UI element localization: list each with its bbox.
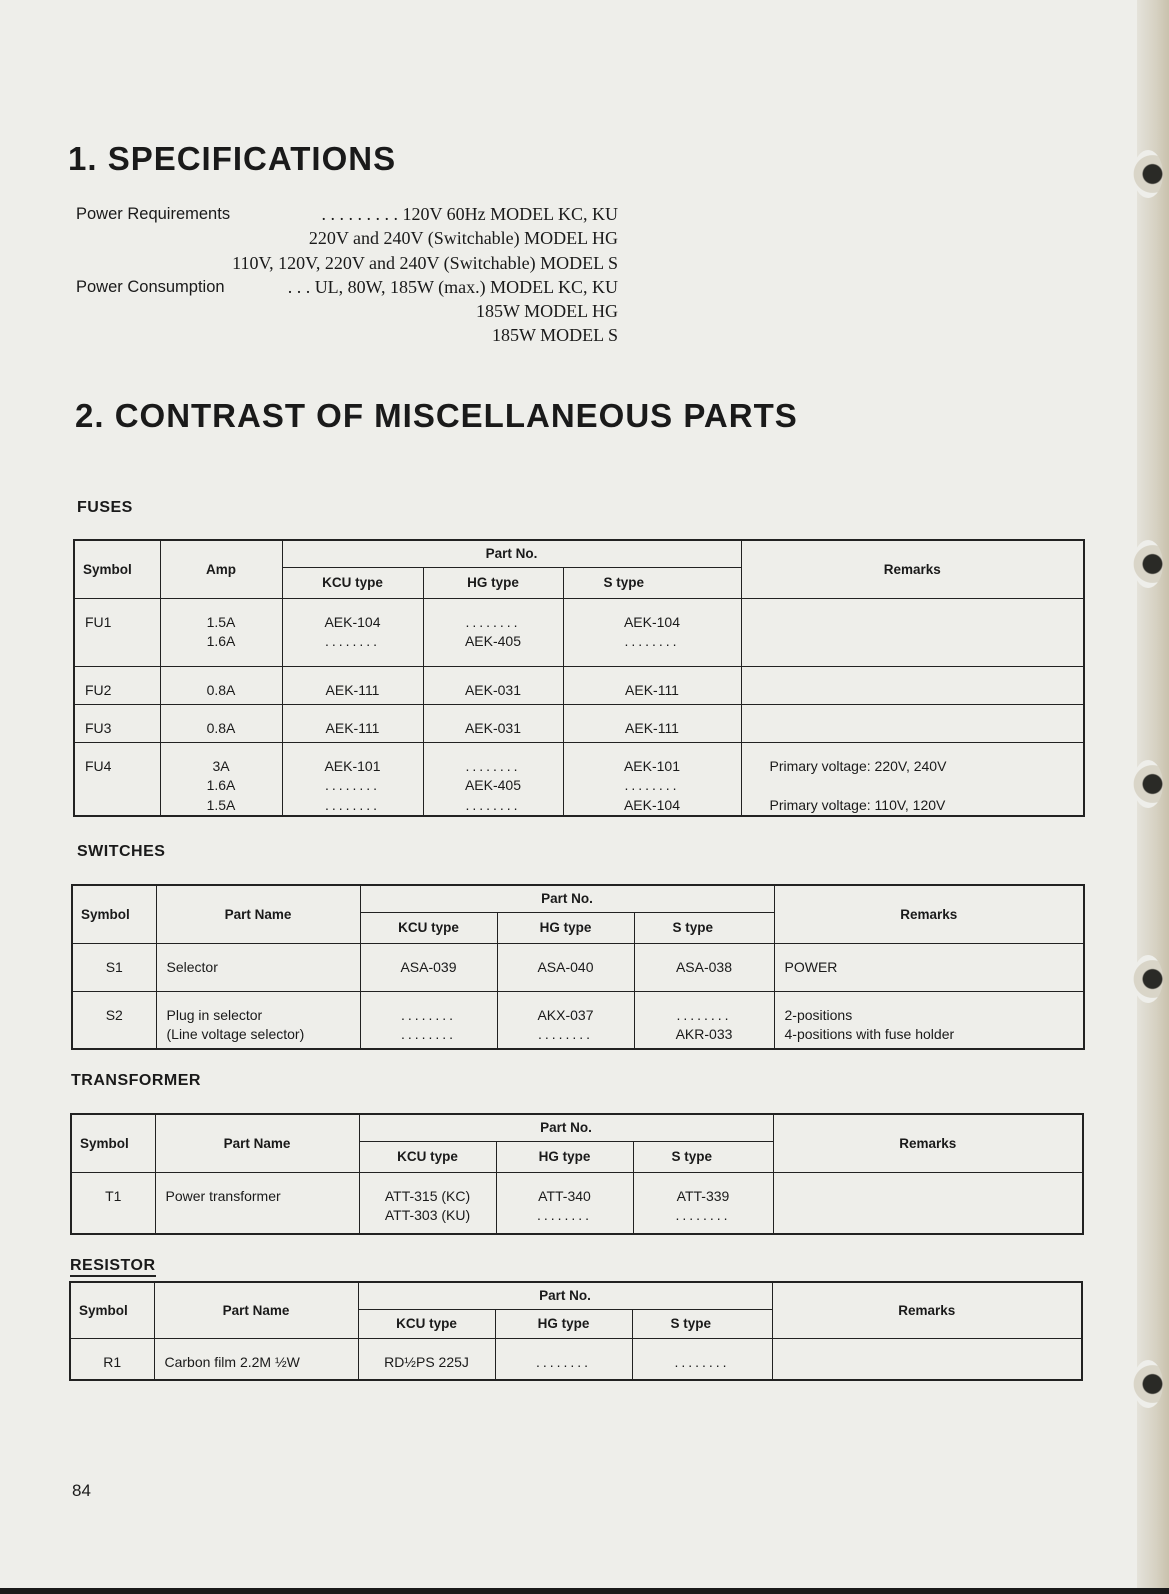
kcu-cell xyxy=(359,1339,495,1373)
header-hg-type: HG type xyxy=(496,1141,633,1172)
s-type-line: AEK-104 xyxy=(623,796,681,813)
hg-cell xyxy=(424,599,563,652)
s-type-line: AEK-101 xyxy=(623,757,681,774)
spec-label: Power Consumption xyxy=(76,277,225,296)
s-type-column-cell xyxy=(563,666,741,704)
amp-column-cell xyxy=(160,666,282,704)
hg-line: ........ xyxy=(465,757,521,774)
part-name-column-cell xyxy=(154,1338,358,1380)
kcu-line: RD½PS 225J xyxy=(384,1353,469,1370)
s-type-line: AEK-104 xyxy=(623,613,681,630)
s-type-line: ATT-339 xyxy=(676,1187,730,1204)
s-type-cell xyxy=(564,667,741,701)
header-kcu-type: KCU type xyxy=(360,912,497,943)
header-s-type: S type xyxy=(563,567,741,598)
fuses-table xyxy=(73,539,1085,817)
symbol-value: FU1 xyxy=(85,613,112,630)
header-kcu-type: KCU type xyxy=(358,1309,495,1338)
hg-line: AEK-405 xyxy=(464,633,522,649)
header-symbol: Symbol xyxy=(74,540,160,598)
symbol-value: FU2 xyxy=(85,681,112,698)
hg-line: ........ xyxy=(537,1026,594,1042)
part-name-line: Selector xyxy=(166,958,218,975)
binder-hole xyxy=(1133,1360,1163,1408)
kcu-column-cell xyxy=(360,943,497,991)
spec-line xyxy=(76,202,618,226)
kcu-cell xyxy=(361,944,497,978)
remarks-cell xyxy=(775,992,1084,1045)
s-type-cell xyxy=(564,705,741,739)
switches-table xyxy=(71,884,1085,1050)
part-name-line: Plug in selector xyxy=(166,1006,263,1023)
hg-column-cell xyxy=(497,943,634,991)
kcu-line: ........ xyxy=(324,633,381,649)
header-hg-type: HG type xyxy=(423,567,563,598)
page-number: 84 xyxy=(72,1481,91,1500)
kcu-column-cell xyxy=(282,666,423,704)
kcu-column-cell xyxy=(359,1172,496,1234)
header-part-no: Part No. xyxy=(358,1282,772,1309)
hg-line: AKX-037 xyxy=(537,1006,594,1023)
s-type-cell xyxy=(564,743,741,816)
symbol-value: S2 xyxy=(105,1006,123,1023)
header-part-no: Part No. xyxy=(282,540,741,567)
spec-line xyxy=(76,251,618,275)
table-row xyxy=(70,1338,1082,1380)
kcu-line: AEK-101 xyxy=(324,757,381,774)
remarks-column-cell xyxy=(741,666,1084,704)
part-name-line: (Line voltage selector) xyxy=(166,1026,305,1042)
part-name-cell xyxy=(156,1173,359,1207)
remarks-column-cell xyxy=(774,943,1084,991)
header-s-type: S type xyxy=(634,912,774,943)
specifications-heading: 1. SPECIFICATIONS xyxy=(68,140,397,177)
header-part-name: Part Name xyxy=(156,885,360,943)
header-remarks: Remarks xyxy=(774,885,1084,943)
amp-column-cell xyxy=(160,742,282,816)
amp-line: 1.6A xyxy=(206,633,236,649)
hg-column-cell xyxy=(423,666,563,704)
header-symbol: Symbol xyxy=(72,885,156,943)
binder-hole xyxy=(1133,150,1163,198)
part-name-line: Power transformer xyxy=(165,1187,281,1204)
kcu-line: ATT-303 (KU) xyxy=(384,1207,471,1223)
table-row xyxy=(72,943,1084,991)
contrast-heading: 2. CONTRAST OF MISCELLANEOUS PARTS xyxy=(75,397,798,434)
hg-cell xyxy=(496,1339,632,1373)
remarks-column-cell xyxy=(772,1338,1082,1380)
remarks-line: Primary voltage: 220V, 240V xyxy=(769,757,947,774)
switches-section-title: SWITCHES xyxy=(77,843,166,860)
transformer-section-title: TRANSFORMER xyxy=(71,1072,201,1089)
part-name-column-cell xyxy=(156,991,360,1049)
part-name-line: Carbon film 2.2M ½W xyxy=(164,1353,300,1370)
spec-value: . . . UL, 80W, 185W (max.) MODEL KC, KU xyxy=(287,276,618,297)
remarks-column-cell xyxy=(774,991,1084,1049)
symbol-column-cell xyxy=(72,943,156,991)
header-s-type: S type xyxy=(633,1141,773,1172)
amp-column-cell xyxy=(160,704,282,742)
symbol-column-cell xyxy=(71,1172,155,1234)
amp-cell xyxy=(161,743,282,816)
kcu-column-cell xyxy=(282,742,423,816)
amp-line: 0.8A xyxy=(206,719,236,736)
s-type-cell xyxy=(635,992,774,1045)
s-type-line: ........ xyxy=(624,633,680,649)
symbol-column-cell xyxy=(74,704,160,742)
kcu-line: ........ xyxy=(324,796,381,813)
symbol-value: S1 xyxy=(105,958,123,975)
hg-column-cell xyxy=(495,1338,632,1380)
symbol-value: T1 xyxy=(105,1187,122,1204)
header-part-no: Part No. xyxy=(359,1114,773,1141)
kcu-column-cell xyxy=(360,991,497,1049)
remarks-line: Primary voltage: 110V, 120V xyxy=(769,796,946,813)
spec-value: 185W MODEL S xyxy=(492,325,618,346)
remarks-line: POWER xyxy=(784,958,838,975)
remarks-cell xyxy=(773,1339,1082,1353)
kcu-column-cell xyxy=(282,598,423,666)
kcu-line: ATT-315 (KC) xyxy=(384,1187,471,1204)
remarks-cell xyxy=(775,944,1084,978)
s-type-column-cell xyxy=(632,1338,772,1380)
symbol-column-cell xyxy=(74,598,160,666)
hg-cell xyxy=(424,667,563,701)
remarks-line: 4-positions with fuse holder xyxy=(784,1026,955,1042)
kcu-line: AEK-111 xyxy=(325,719,380,736)
header-s-type: S type xyxy=(632,1309,772,1338)
symbol-value: R1 xyxy=(103,1353,122,1370)
s-type-column-cell xyxy=(634,991,774,1049)
s-type-column-cell xyxy=(563,598,741,666)
remarks-cell xyxy=(742,599,1084,613)
spec-value: 220V and 240V (Switchable) MODEL HG xyxy=(308,228,618,249)
header-kcu-type: KCU type xyxy=(359,1141,496,1172)
header-part-no: Part No. xyxy=(360,885,774,912)
spec-value: . . . . . . . . . 120V 60Hz MODEL KC, KU xyxy=(321,204,618,224)
kcu-column-cell xyxy=(282,704,423,742)
hg-column-cell xyxy=(423,704,563,742)
hg-cell xyxy=(498,944,634,978)
kcu-column-cell xyxy=(358,1338,495,1380)
symbol-column-cell xyxy=(70,1338,154,1380)
amp-column-cell xyxy=(160,598,282,666)
amp-line: 1.6A xyxy=(206,777,236,793)
s-type-cell xyxy=(633,1339,772,1373)
hg-line: AEK-031 xyxy=(464,719,522,736)
symbol-column-cell xyxy=(74,666,160,704)
amp-line: 3A xyxy=(212,757,230,774)
s-type-line: ........ xyxy=(674,1353,730,1370)
hg-line: ATT-340 xyxy=(538,1187,591,1204)
header-hg-type: HG type xyxy=(497,912,634,943)
kcu-cell xyxy=(283,599,423,652)
s-type-cell xyxy=(564,599,741,652)
header-remarks: Remarks xyxy=(772,1282,1082,1338)
remarks-cell xyxy=(774,1173,1083,1187)
hg-cell xyxy=(498,992,634,1045)
amp-cell xyxy=(161,667,282,701)
hg-column-cell xyxy=(423,598,563,666)
hg-line: AEK-031 xyxy=(464,681,522,698)
s-type-column-cell xyxy=(634,943,774,991)
kcu-cell xyxy=(360,1173,496,1226)
header-symbol: Symbol xyxy=(71,1114,155,1172)
header-kcu-type: KCU type xyxy=(282,567,423,598)
spec-value: 110V, 120V, 220V and 240V (Switchable) MODEL S xyxy=(232,252,618,273)
header-part-name: Part Name xyxy=(155,1114,359,1172)
remarks-line: 2-positions xyxy=(784,1006,853,1023)
s-type-cell xyxy=(635,944,774,978)
remarks-cell xyxy=(742,667,1084,681)
binder-hole xyxy=(1133,540,1163,588)
spec-line xyxy=(76,299,618,323)
kcu-line: AEK-104 xyxy=(324,613,381,630)
amp-line: 1.5A xyxy=(206,613,236,630)
binder-hole xyxy=(1133,760,1163,808)
remarks-column-cell xyxy=(773,1172,1083,1234)
resistor-section-title: RESISTOR xyxy=(70,1257,156,1277)
symbol-value: FU3 xyxy=(85,719,112,736)
kcu-line: ASA-039 xyxy=(400,958,457,975)
spec-line xyxy=(76,275,618,299)
hg-cell xyxy=(424,705,563,739)
hg-line: ASA-040 xyxy=(537,958,594,975)
amp-cell xyxy=(161,599,282,652)
kcu-cell xyxy=(283,705,423,739)
part-name-cell xyxy=(155,1339,358,1373)
hg-line: ........ xyxy=(535,1353,592,1370)
hg-line: ........ xyxy=(465,613,521,630)
symbol-column-cell xyxy=(72,991,156,1049)
remarks-cell xyxy=(742,743,1084,816)
s-type-line: ........ xyxy=(624,777,680,793)
table-row xyxy=(71,1172,1083,1234)
part-name-cell xyxy=(157,992,360,1045)
kcu-cell xyxy=(283,743,423,816)
hg-column-cell xyxy=(497,991,634,1049)
remarks-column-cell xyxy=(741,742,1084,816)
header-symbol: Symbol xyxy=(70,1282,154,1338)
kcu-cell xyxy=(283,667,423,701)
s-type-cell xyxy=(634,1173,773,1226)
spec-line xyxy=(76,226,618,250)
transformer-table xyxy=(70,1113,1084,1235)
part-name-column-cell xyxy=(156,943,360,991)
spec-value: 185W MODEL HG xyxy=(476,301,618,322)
part-name-cell xyxy=(157,944,360,978)
hg-line: AEK-405 xyxy=(464,777,522,793)
resistor-table xyxy=(69,1281,1083,1381)
symbol-column-cell xyxy=(74,742,160,816)
binder-hole xyxy=(1133,955,1163,1003)
amp-line: 1.5A xyxy=(206,796,236,813)
part-name-column-cell xyxy=(155,1172,359,1234)
amp-line: 0.8A xyxy=(206,681,236,698)
s-type-line: ........ xyxy=(675,1207,731,1223)
fuses-section-title: FUSES xyxy=(77,499,133,516)
s-type-column-cell xyxy=(563,742,741,816)
header-remarks: Remarks xyxy=(773,1114,1083,1172)
header-remarks: Remarks xyxy=(741,540,1084,598)
table-row xyxy=(72,991,1084,1049)
remarks-cell xyxy=(742,705,1084,719)
header-amp: Amp xyxy=(160,540,282,598)
s-type-line: AEK-111 xyxy=(625,681,679,698)
remarks-column-cell xyxy=(741,704,1084,742)
kcu-line: ........ xyxy=(400,1026,457,1042)
table-row xyxy=(74,704,1084,742)
s-type-line: ASA-038 xyxy=(675,958,733,975)
s-type-line: AKR-033 xyxy=(675,1026,733,1042)
spec-line xyxy=(76,323,618,347)
kcu-line: AEK-111 xyxy=(325,681,380,698)
hg-column-cell xyxy=(496,1172,633,1234)
scan-bottom-edge xyxy=(0,1588,1169,1594)
s-type-column-cell xyxy=(633,1172,773,1234)
table-row xyxy=(74,666,1084,704)
remarks-column-cell xyxy=(741,598,1084,666)
symbol-value: FU4 xyxy=(85,757,112,774)
table-row xyxy=(74,742,1084,816)
hg-column-cell xyxy=(423,742,563,816)
specifications-list xyxy=(76,202,618,348)
kcu-line: ........ xyxy=(400,1006,457,1023)
hg-line: ........ xyxy=(536,1207,593,1223)
hg-cell xyxy=(497,1173,633,1226)
kcu-cell xyxy=(361,992,497,1045)
s-type-line: ........ xyxy=(676,1006,732,1023)
spec-label: Power Requirements xyxy=(76,205,231,223)
hg-line: ........ xyxy=(465,796,521,813)
remarks-line xyxy=(770,776,1084,796)
s-type-column-cell xyxy=(563,704,741,742)
kcu-line: ........ xyxy=(324,777,381,793)
header-part-name: Part Name xyxy=(154,1282,358,1338)
s-type-line: AEK-111 xyxy=(625,719,679,736)
header-hg-type: HG type xyxy=(495,1309,632,1338)
table-row xyxy=(74,598,1084,666)
amp-cell xyxy=(161,705,282,739)
hg-cell xyxy=(424,743,563,816)
